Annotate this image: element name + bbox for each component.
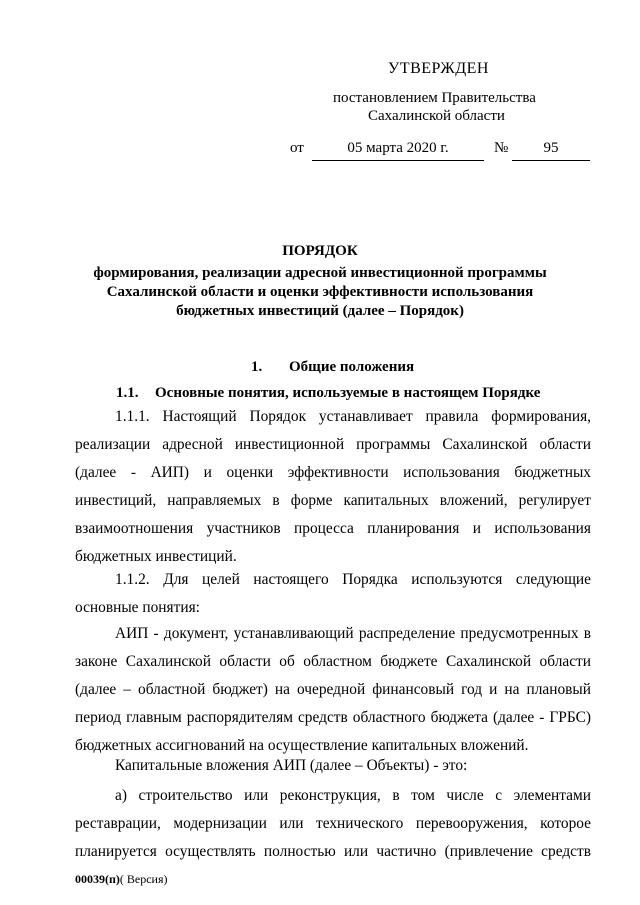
text-line: (далее - АИП) и оценки эффективности использования бюджетных — [75, 464, 591, 481]
text-line: реализации адресной инвестиционной программы Сахалинской области — [75, 436, 591, 453]
footer-version-label: ( Версия) — [119, 872, 168, 886]
approval-number: 95 — [512, 140, 590, 161]
text-line: бюджетных инвестиций. — [75, 548, 237, 565]
text-line: (далее – областной бюджет) на очередной финансовый год и на плановый — [75, 681, 591, 698]
text-line: инвестиций, направляемых в форме капитальных вложений, регулирует — [75, 492, 591, 509]
text-line: законе Сахалинской области об областном бюджете Сахалинской области — [75, 653, 591, 670]
text-line: 1.1.1. Настоящий Порядок устанавливает правила формирования, — [115, 408, 591, 425]
paragraph-1-1-2 — [75, 566, 591, 622]
section-number: 1. — [251, 359, 263, 375]
document-title-line-3: бюджетных инвестиций (далее – Порядок) — [176, 303, 464, 319]
document-heading: ПОРЯДОК — [282, 243, 358, 259]
subsection-number: 1.1. — [116, 385, 139, 401]
from-label: от — [290, 140, 304, 156]
text-line: Капитальные вложения АИП (далее – Объекты) - это: — [115, 757, 468, 774]
document-title-line-2: Сахалинской области и оценки эффективности использования — [106, 284, 534, 300]
text-line: а) строительство или реконструкция, в том числе с элементами — [115, 787, 591, 804]
text-line: реставрации, модернизации или технического перевооружения, которое — [75, 815, 591, 832]
paragraph-aip-definition — [75, 620, 591, 760]
text-line: 1.1.2. Для целей настоящего Порядка используются следующие — [115, 571, 591, 588]
text-line: основные понятия: — [75, 599, 200, 616]
number-label: № — [494, 140, 509, 156]
footer-code: 00039(п) — [75, 872, 120, 886]
text-line: планируется осуществлять полностью или частично (привлечение средств — [75, 843, 591, 860]
text-line: период главным распорядителям средств областного бюджета (далее - ГРБС) — [75, 709, 591, 726]
text-line: взаимоотношения участников процесса планирования и использования — [75, 520, 591, 537]
text-line: АИП - документ, устанавливающий распределение предусмотренных в — [115, 625, 591, 642]
approval-date-row — [290, 140, 610, 162]
footer-version — [75, 872, 168, 887]
paragraph-item-a — [75, 782, 591, 866]
subsection-title: Основные понятия, используемые в настоящем Порядке — [155, 385, 541, 401]
text-line: бюджетных ассигнований на осуществление капитальных вложений. — [75, 737, 529, 754]
section-title: Общие положения — [289, 359, 415, 375]
approval-title: УТВЕРЖДЕН — [388, 60, 489, 77]
document-title-line-1: формирования, реализации адресной инвестиционной программы — [93, 265, 547, 281]
approval-line-2: Сахалинской области — [368, 108, 505, 124]
approval-date: 05 марта 2020 г. — [312, 140, 484, 161]
paragraph-capital-investments — [75, 752, 591, 780]
paragraph-1-1-1 — [75, 403, 591, 571]
approval-line-1: постановлением Правительства — [333, 90, 536, 106]
